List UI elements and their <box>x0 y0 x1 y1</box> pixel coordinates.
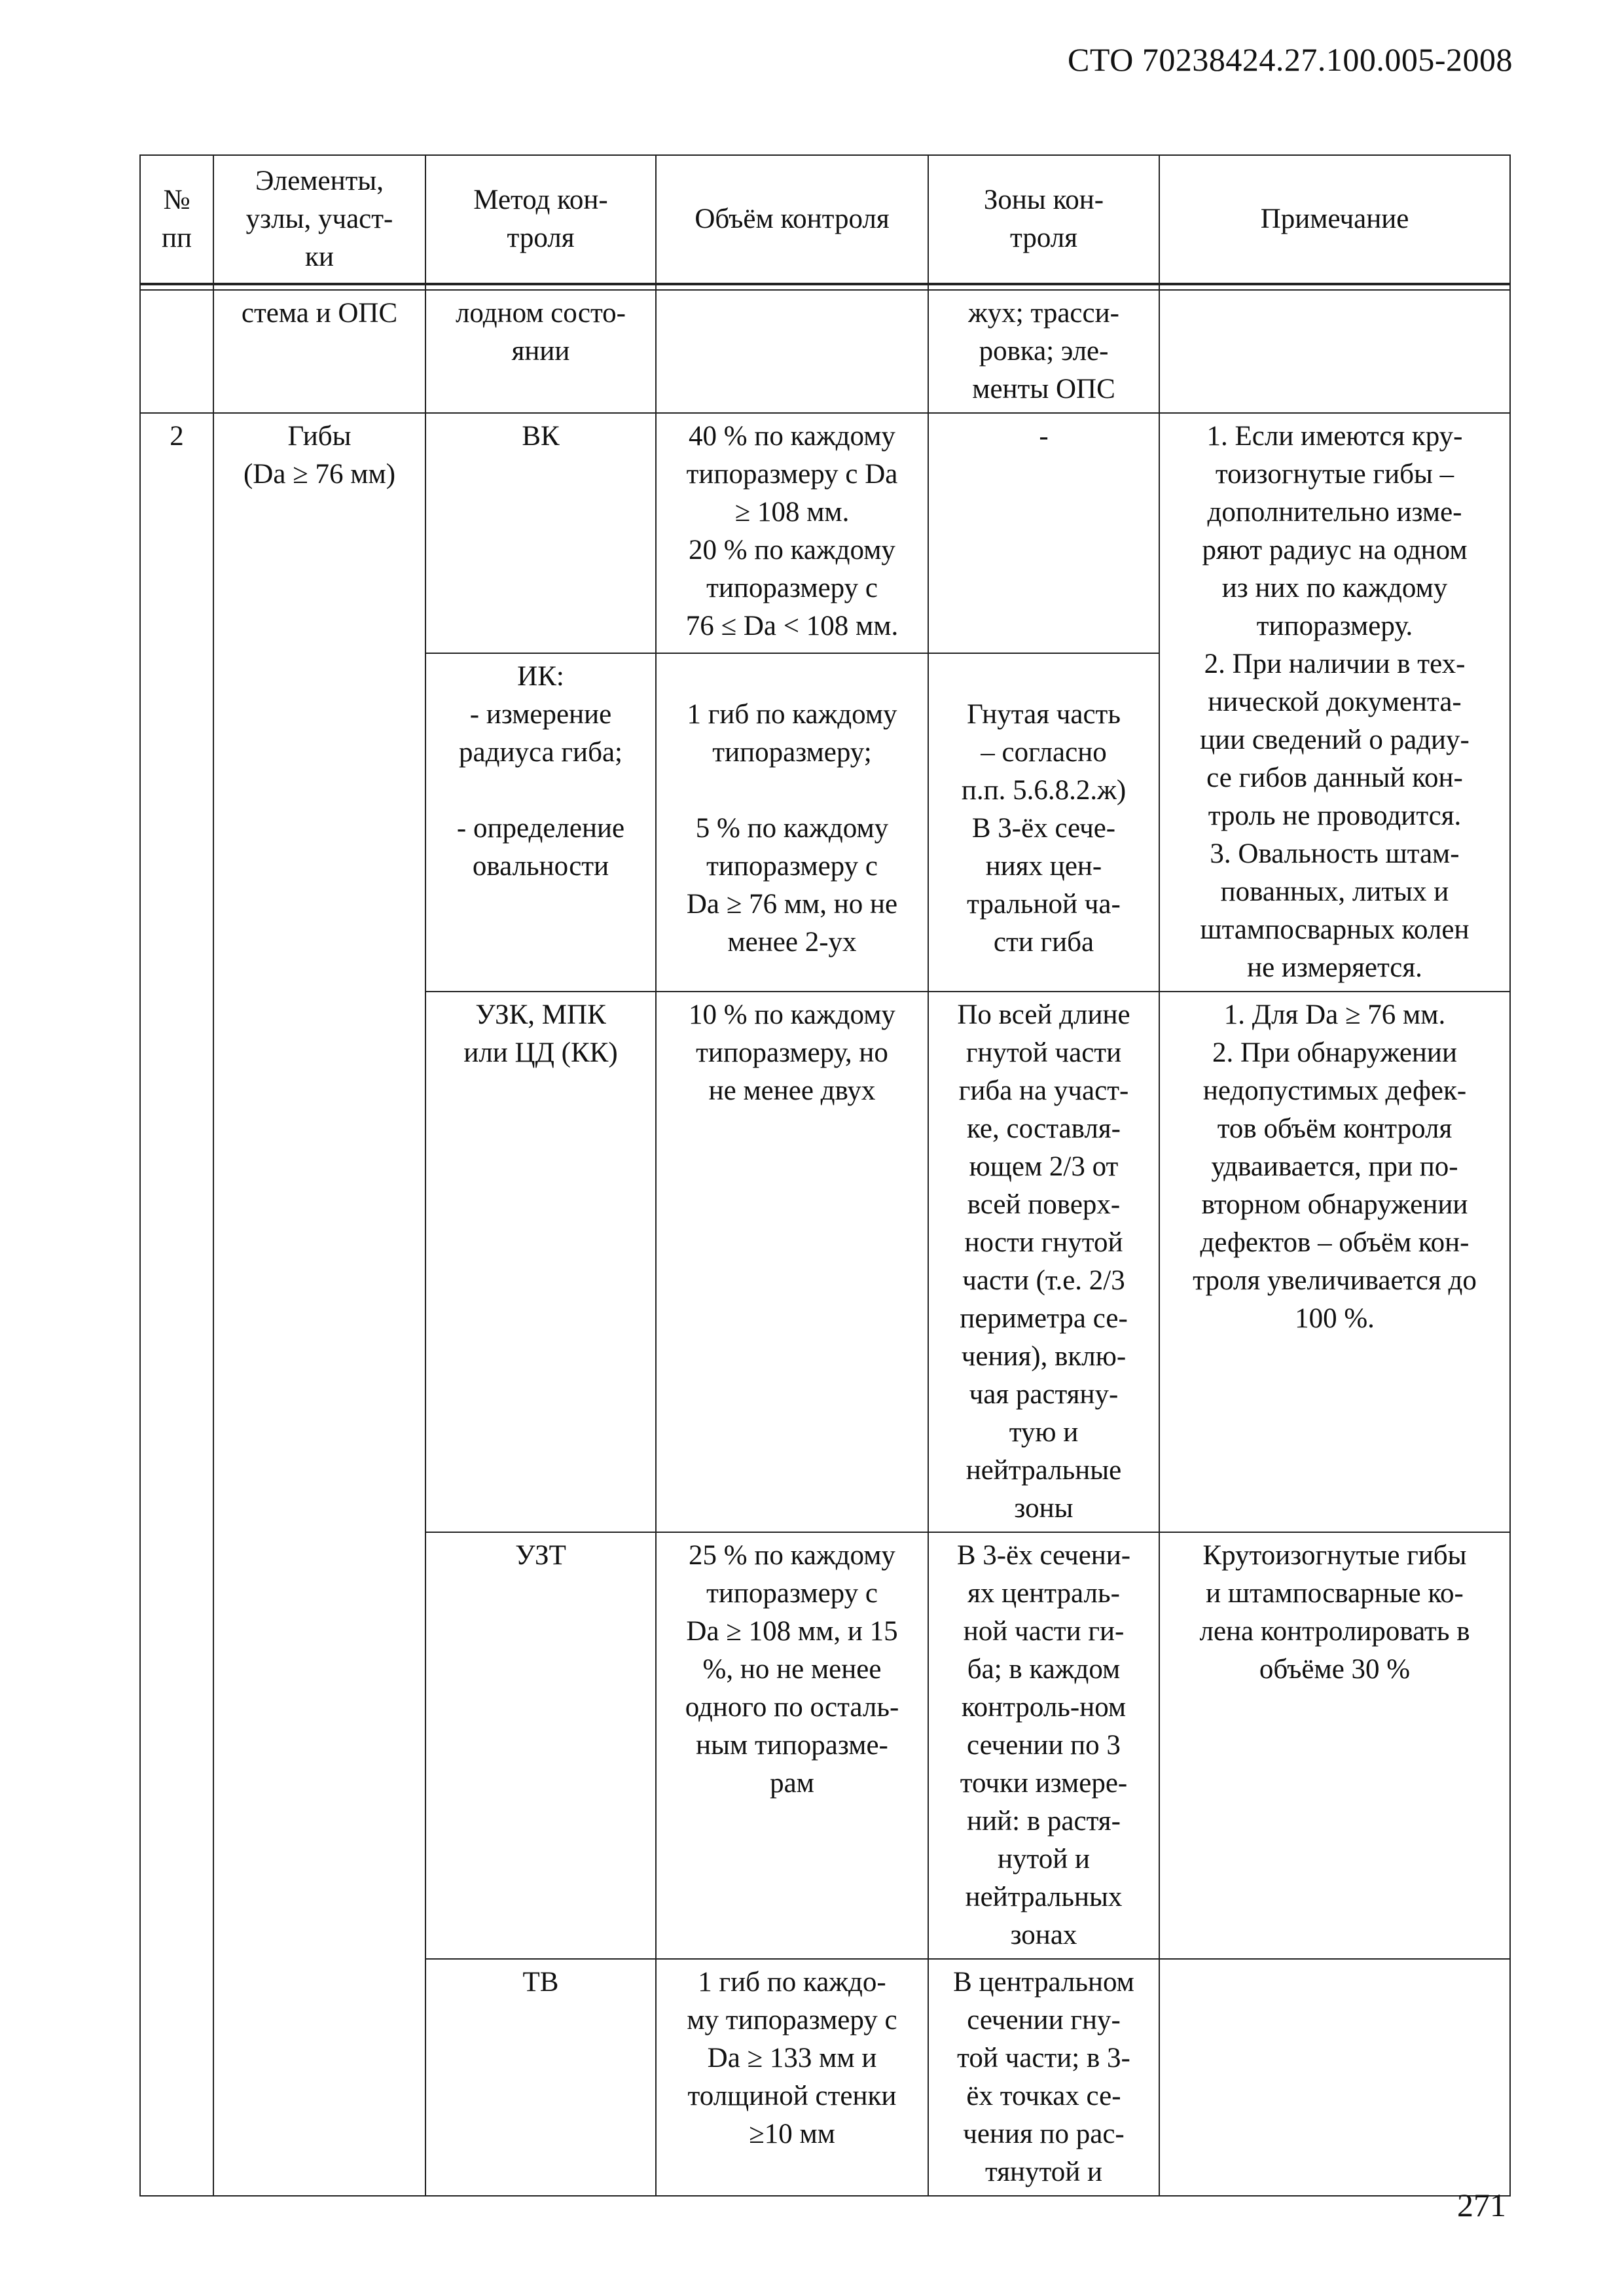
text-line: Объём контроля <box>695 204 890 234</box>
table-row <box>140 290 1510 413</box>
cell-note <box>1159 413 1510 992</box>
cell-num: 2 <box>140 413 213 2196</box>
text-line: дополнительно изме- <box>1207 497 1462 528</box>
text-line: рам <box>770 1768 814 1799</box>
cell-zones <box>928 1959 1159 2196</box>
text-line: 2. При наличии в тех- <box>1204 649 1466 679</box>
text-line: Гибы <box>287 421 352 452</box>
cell-method <box>425 1532 656 1959</box>
text-line: дефектов – объём кон- <box>1200 1227 1470 1258</box>
text-line: типоразмеру с <box>706 850 878 882</box>
cell-note <box>1159 1959 1510 2196</box>
document-code: СТО 70238424.27.100.005-2008 <box>1068 41 1513 78</box>
text-line: ≥10 мм <box>749 2119 835 2149</box>
text-line: той части; в 3- <box>957 2043 1130 2073</box>
text-line: объёме 30 % <box>1259 1654 1411 1685</box>
text-line: - определение <box>456 812 625 844</box>
text-line: чения по рас- <box>963 2119 1125 2149</box>
text-line: 20 % по каждому <box>689 535 895 565</box>
text-line: № <box>163 185 190 215</box>
text-line: нейтральных <box>965 1882 1123 1912</box>
text-line: жух; трасси- <box>968 298 1119 329</box>
text-line: се гибов данный кон- <box>1206 762 1463 793</box>
text-line: ТВ <box>522 1967 559 1998</box>
cell-note <box>1159 290 1510 413</box>
text-line: не измеряется. <box>1247 952 1422 983</box>
cell-volume <box>656 1959 928 2196</box>
text-line: чая растяну- <box>969 1379 1119 1410</box>
text-line: ях централь- <box>967 1578 1120 1609</box>
text-line: 3. Овальность штам- <box>1210 838 1460 869</box>
text-line: типоразмеру с <box>706 1578 878 1609</box>
text-line: ции сведений о радиу- <box>1200 725 1470 755</box>
text-line: УЗК, МПК <box>475 999 606 1030</box>
text-line: му типоразмеру с <box>687 2005 897 2036</box>
text-line: лодном состо- <box>455 298 626 329</box>
text-line: нейтральные <box>965 1455 1122 1486</box>
text-line: - <box>1039 421 1049 452</box>
text-line: Da ≥ 76 мм, но не <box>686 888 898 920</box>
text-line: толщиной стенки <box>687 2081 897 2111</box>
text-line: Элементы, <box>255 166 384 196</box>
text-line: 5 % по каждому <box>695 812 889 844</box>
text-line: пп <box>161 223 192 253</box>
cell-volume <box>656 992 928 1532</box>
table-row <box>140 413 1510 653</box>
text-line: части (т.е. 2/3 <box>962 1265 1125 1296</box>
cell-zones <box>928 1532 1159 1959</box>
text-line: типоразмеру, но <box>696 1037 888 1068</box>
text-line: гнутой части <box>965 1037 1122 1068</box>
text-line: 1. Для Da ≥ 76 мм. <box>1223 999 1446 1030</box>
header-separator-row <box>140 284 1510 290</box>
text-line: Крутоизогнутые гибы <box>1202 1540 1467 1571</box>
text-line: гиба на участ- <box>958 1075 1129 1106</box>
cell-note <box>1159 992 1510 1532</box>
header-elements <box>213 155 425 284</box>
text-line: ной части ги- <box>963 1616 1125 1647</box>
cell-num <box>140 290 213 413</box>
text-line: менты ОПС <box>972 374 1115 404</box>
text-line: стема и ОПС <box>241 298 398 329</box>
text-line: узлы, участ- <box>245 204 393 234</box>
header-method <box>425 155 656 284</box>
text-line: ний: в растя- <box>967 1806 1121 1837</box>
text-line: тянутой и <box>984 2157 1102 2187</box>
text-line: троля <box>1010 223 1077 253</box>
text-line: троля увеличивается до <box>1193 1265 1477 1296</box>
text-line: зонах <box>1010 1920 1077 1950</box>
text-line: ным типоразме- <box>696 1730 888 1761</box>
text-line: 1 гиб по каждому <box>687 698 897 730</box>
cell-elements <box>213 413 425 2196</box>
text-line: В 3-ёх сечени- <box>956 1540 1131 1571</box>
control-table <box>139 154 1511 2197</box>
text-line: 76 ≤ Da < 108 мм. <box>685 611 899 641</box>
text-line: (Da ≥ 76 мм) <box>243 459 396 490</box>
text-line: ряют радиус на одном <box>1202 535 1468 565</box>
text-line: или ЦД (КК) <box>463 1037 618 1068</box>
text-line: типоразмеру. <box>1256 611 1413 641</box>
text-line: лена контролировать в <box>1199 1616 1470 1647</box>
text-line: %, но не менее <box>702 1654 882 1685</box>
text-line: нической документа- <box>1208 687 1462 717</box>
text-line: 40 % по каждому <box>689 421 895 452</box>
text-line: 2. При обнаружении <box>1212 1037 1457 1068</box>
text-line: 1. Если имеются кру- <box>1206 421 1463 452</box>
cell-zones <box>928 653 1159 992</box>
text-line: 100 %. <box>1295 1303 1375 1334</box>
text-line: Метод кон- <box>473 185 608 215</box>
cell-zones <box>928 992 1159 1532</box>
text-line: ке, составля- <box>967 1113 1121 1144</box>
text-line: 10 % по каждому <box>689 999 895 1030</box>
text-line: ВК <box>522 421 560 452</box>
text-line: зоны <box>1014 1493 1074 1524</box>
text-line: одного по осталь- <box>685 1692 899 1723</box>
cell-elements <box>213 290 425 413</box>
text-line: ровка; эле- <box>979 336 1109 367</box>
text-line: ба; в каждом <box>967 1654 1121 1685</box>
text-line: точки измере- <box>960 1768 1128 1799</box>
text-line: В 3-ёх сече- <box>971 812 1116 844</box>
text-line: вторном обнаружении <box>1201 1189 1468 1220</box>
text-line: Da ≥ 108 мм, и 15 <box>686 1616 898 1647</box>
text-line: тральной ча- <box>967 888 1121 920</box>
header-num <box>140 155 213 284</box>
text-line: удваивается, при по- <box>1211 1151 1458 1182</box>
text-line: ности гнутой <box>964 1227 1123 1258</box>
text-line: нутой и <box>997 1844 1090 1874</box>
cell-volume <box>656 653 928 992</box>
text-line: ниях цен- <box>985 850 1102 882</box>
text-line: недопустимых дефек- <box>1202 1075 1467 1106</box>
cell-method <box>425 992 656 1532</box>
text-line: типоразмеру; <box>712 736 872 768</box>
text-line: тую и <box>1009 1417 1079 1448</box>
text-line: чения), вклю- <box>961 1341 1127 1372</box>
header-note <box>1159 155 1510 284</box>
text-line: штампосварных колен <box>1200 914 1470 945</box>
text-line: менее 2-ух <box>727 926 857 958</box>
text-line: контроль-ном <box>961 1692 1127 1723</box>
table-header-row <box>140 155 1510 284</box>
text-line: ИК: <box>517 660 564 692</box>
cell-note <box>1159 1532 1510 1959</box>
text-line: Зоны кон- <box>983 185 1104 215</box>
text-line: пованных, литых и <box>1220 876 1449 907</box>
text-line: ки <box>305 242 334 272</box>
text-line: сечении гну- <box>967 2005 1121 2036</box>
cell-method <box>425 653 656 992</box>
text-line: ≥ 108 мм. <box>734 497 850 528</box>
text-line: всей поверх- <box>967 1189 1121 1220</box>
cell-method <box>425 290 656 413</box>
text-line: янии <box>511 336 570 367</box>
text-line: и штампосварные ко- <box>1206 1578 1464 1609</box>
text-line: ёх точках се- <box>966 2081 1121 2111</box>
cell-method <box>425 1959 656 2196</box>
text-line: сечении по 3 <box>967 1730 1121 1761</box>
text-line: периметра се- <box>960 1303 1128 1334</box>
text-line: овальности <box>472 850 609 882</box>
cell-volume <box>656 290 928 413</box>
cell-zones <box>928 413 1159 653</box>
text-line: - измерение <box>469 698 612 730</box>
page-number: 271 <box>1457 2187 1506 2223</box>
text-line: троль не проводится. <box>1208 800 1462 831</box>
text-line: тов объём контроля <box>1217 1113 1453 1144</box>
text-line: 25 % по каждому <box>689 1540 895 1571</box>
cell-zones <box>928 290 1159 413</box>
text-line: сти гиба <box>993 926 1094 958</box>
text-line: УЗТ <box>515 1540 566 1571</box>
text-line: 1 гиб по каждо- <box>698 1967 886 1998</box>
text-line: Примечание <box>1260 204 1409 234</box>
text-line: не менее двух <box>708 1075 876 1106</box>
text-line: типоразмеру с Da <box>686 459 898 490</box>
text-line: В центральном <box>953 1967 1134 1998</box>
text-line: ющем 2/3 от <box>969 1151 1119 1182</box>
text-line: типоразмеру с <box>706 573 878 603</box>
cell-volume <box>656 413 928 653</box>
text-line: – согласно <box>981 736 1107 768</box>
text-line: тоизогнутые гибы – <box>1215 459 1454 490</box>
cell-method <box>425 413 656 653</box>
header-zones <box>928 155 1159 284</box>
header-volume <box>656 155 928 284</box>
text-line: Гнутая часть <box>967 698 1121 730</box>
text-line: п.п. 5.6.8.2.ж) <box>961 774 1127 806</box>
cell-volume <box>656 1532 928 1959</box>
text-line: По всей длине <box>957 999 1130 1030</box>
text-line: из них по каждому <box>1221 573 1448 603</box>
text-line: троля <box>507 223 575 253</box>
text-line: Da ≥ 133 мм и <box>707 2043 877 2073</box>
text-line: радиуса гиба; <box>459 736 623 768</box>
